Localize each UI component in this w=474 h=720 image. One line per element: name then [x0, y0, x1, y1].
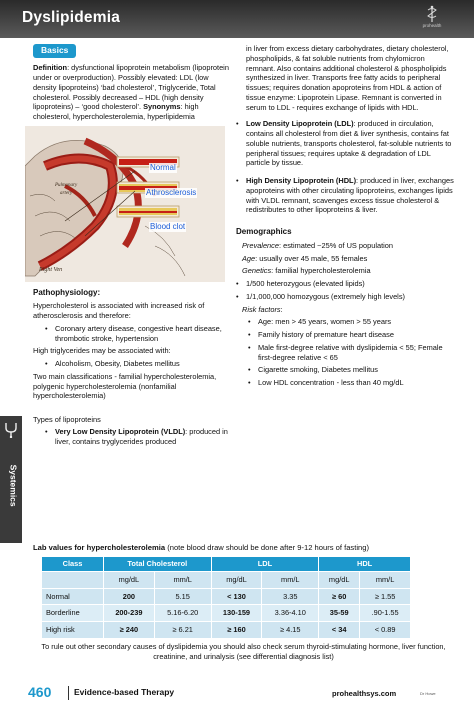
table-row-label: Borderline — [42, 605, 104, 622]
lab-title-bold: Lab values for hypercholesterolemia — [33, 543, 166, 552]
prevalence-text: : estimated ~25% of US population — [278, 240, 393, 250]
table-cell: mm/L — [360, 571, 411, 588]
pathophysiology-text: Hypercholesterol is associated with increased risk of atherosclerosis and therefore: — [33, 301, 205, 321]
list-item: • 1/500 heterozygous (elevated lipids) — [236, 279, 454, 289]
table-cell: mm/L — [262, 571, 319, 588]
page-header — [0, 0, 474, 38]
age-label: Age — [242, 253, 256, 263]
stethoscope-icon — [4, 422, 18, 438]
lipoprotein-types-list — [45, 427, 229, 447]
definition-text: : dysfunctional lipoprotein metabolism (lipoprotein under or overproduction). Possibly elevated: LDL (low density lipoproteins) ‘bad cholesterol’, Triglyceride, Total cholesterol. Possibly decreased – HDL (high density lipoproteins) – ‘good cholesterol’. — [33, 63, 229, 112]
hdl-text: : produced in liver, exchanges apoproteins with other circulating lipoproteins, exchanges lipids with VLDL remnant, scavenges excess tissue cholesterol & redistributes to other lipoproteins & liver. — [246, 176, 454, 215]
table-header-class: Class — [42, 557, 104, 572]
footer-small-text: Dr Howe — [420, 691, 436, 696]
list-item: • Cigarette smoking, Diabetes mellitus — [248, 365, 444, 375]
table-cell: 130-159 — [211, 605, 262, 622]
ldl-label: Low Density Lipoprotein (LDL) — [246, 119, 354, 129]
section-side-tab — [0, 416, 22, 543]
svg-text:Pulmonary: Pulmonary — [55, 182, 78, 188]
left-column — [33, 44, 229, 450]
right-column — [236, 44, 454, 391]
lab-values-table — [41, 556, 411, 639]
synonyms-label: Synonyms — [143, 102, 181, 112]
list-item: • Coronary artery disease, congestive heart disease, thrombotic stroke, hypertension — [45, 324, 229, 344]
table-units-row — [42, 571, 411, 588]
table-cell: ≥ 60 — [319, 588, 360, 605]
table-row — [42, 622, 411, 639]
table-cell: 5.16-6.20 — [154, 605, 211, 622]
pathophysiology-list — [45, 324, 229, 344]
lab-values-note: To rule out other secondary causes of dyslipidemia you should also check serum thyroid-stimulating hormone, liver function, creatinine, and urinalysis (see differential diagnosis list) — [41, 641, 446, 661]
caduceus-icon — [425, 5, 439, 23]
table-row — [42, 605, 411, 622]
table-cell: .90-1.55 — [360, 605, 411, 622]
artery-drawing — [25, 126, 225, 282]
age-line — [242, 254, 454, 264]
risk-factors-line — [242, 305, 454, 315]
synonyms-text: : high cholesterol, hypercholesterolemia, hyperlipidemia — [33, 102, 199, 122]
page-title: Dyslipidemia — [22, 9, 121, 26]
triglycerides-text: High triglycerides may be associated with: — [33, 346, 171, 356]
logo-text: prohealth — [422, 23, 442, 28]
risk-factors-label: Risk factors — [242, 304, 281, 314]
lab-title-rest: (note blood draw should be done after 9-12 hours of fasting) — [165, 543, 369, 552]
table-cell: ≥ 4.15 — [262, 622, 319, 639]
table-cell: < 0.89 — [360, 622, 411, 639]
lipoprotein-types-text: Types of lipoproteins — [33, 415, 101, 425]
vldl-label: Very Low Density Lipoprotein (VLDL) — [55, 427, 186, 437]
table-header-row — [42, 557, 411, 572]
table-row-label: High risk — [42, 622, 104, 639]
table-cell: mg/dL — [319, 571, 360, 588]
footer-divider — [68, 686, 69, 700]
table-header-hdl: HDL — [319, 557, 411, 572]
table-cell: < 34 — [319, 622, 360, 639]
list-item: • Family history of premature heart disease — [248, 330, 444, 340]
prevalence-line — [242, 241, 454, 251]
table-cell: ≥ 6.21 — [154, 622, 211, 639]
list-item: • Alcoholism, Obesity, Diabetes mellitus — [45, 359, 229, 369]
vldl-text: : produced in liver, contains tryglycerides produced — [55, 427, 228, 446]
table-cell — [42, 571, 104, 588]
risk-factors-suffix: : — [280, 304, 283, 314]
list-item: • 1/1,000,000 homozygous (extremely high levels) — [236, 292, 454, 302]
svg-text:artery: artery — [60, 190, 73, 196]
lab-values-section — [33, 543, 454, 661]
publisher-logo — [418, 5, 446, 33]
basics-label: Basics — [33, 44, 76, 58]
lipoprotein-list-continued — [236, 119, 454, 215]
list-item: • Age: men > 45 years, women > 55 years — [248, 317, 444, 327]
footer-book-title: Evidence-based Therapy — [74, 687, 175, 697]
table-cell: ≥ 1.55 — [360, 588, 411, 605]
page-number: 460 — [28, 684, 52, 700]
artery-illustration — [25, 126, 225, 282]
figure-caption: Right Ven — [39, 266, 63, 273]
figure-label-normal: Normal — [150, 162, 176, 172]
side-tab-label: Systemics — [8, 464, 19, 507]
definition-label: Definition — [33, 63, 68, 73]
table-row-label: Normal — [42, 588, 104, 605]
genetics-list — [236, 279, 454, 302]
table-cell: 35-59 — [319, 605, 360, 622]
table-row — [42, 588, 411, 605]
pathophysiology-heading: Pathophysiology: — [33, 287, 101, 297]
table-cell: mg/dL — [211, 571, 262, 588]
age-text: : usually over 45 male, 55 females — [255, 253, 368, 263]
table-cell: ≥ 240 — [104, 622, 155, 639]
genetics-text: : familial hypercholesterolemia — [271, 266, 371, 276]
triglycerides-list — [45, 359, 229, 369]
page-footer — [0, 683, 474, 705]
hdl-label: High Density Lipoprotein (HDL) — [246, 176, 357, 186]
table-cell: 3.36-4.10 — [262, 605, 319, 622]
list-item — [236, 176, 454, 215]
genetics-line — [242, 266, 454, 276]
table-cell: mm/L — [154, 571, 211, 588]
risk-factors-list — [248, 317, 454, 388]
table-header-total-cholesterol: Total Cholesterol — [104, 557, 212, 572]
ldl-text: : produced in circulation, contains all cholesterol from diet & liver synthesis, contains fat soluble nutrients, transports cholesterol, fat-soluble nutrients to peripheral tissues; requires uptake & degradation of LDL particle by tissue. — [246, 119, 452, 168]
definition-paragraph — [33, 63, 229, 122]
list-item: • Low HDL concentration - less than 40 mg/dL — [248, 378, 444, 388]
demographics-heading: Demographics — [236, 227, 292, 237]
table-cell: mg/dL — [104, 571, 155, 588]
figure-label-atherosclerosis: Athrosclerosis — [146, 187, 197, 197]
list-item: • Male first-degree relative with dyslipidemia < 55; Female first-degree relative < 65 — [248, 343, 444, 363]
footer-website: prohealthsys.com — [332, 689, 397, 698]
list-item — [236, 119, 454, 168]
list-item — [45, 427, 229, 447]
table-cell: 200-239 — [104, 605, 155, 622]
table-header-ldl: LDL — [211, 557, 319, 572]
table-cell: 5.15 — [154, 588, 211, 605]
table-cell: < 130 — [211, 588, 262, 605]
table-cell: ≥ 160 — [211, 622, 262, 639]
figure-label-blood-clot: Blood clot — [150, 221, 186, 231]
lab-values-title — [33, 543, 454, 553]
classifications-text: Two main classifications - familial hypercholesterolemia, polygenic hypercholesterolemia (nonfamilial hypercholesterolemia) — [33, 371, 217, 401]
prevalence-label: Prevalence — [242, 240, 279, 250]
table-cell: 200 — [104, 588, 155, 605]
genetics-label: Genetics — [242, 266, 272, 276]
table-cell: 3.35 — [262, 588, 319, 605]
vldl-continuation: in liver from excess dietary carbohydrates, dietary cholesterol, phospholipids, & fat soluble nutrients from chylomicron remnant. Also contains additional cholesterol & phospholipids synthesized in liver. Transports free fatty acids to peripheral tissues; requires donation apoproteins from HDL & action of tissue enzyme: Lipoprotein Lipase. Remnant is converted in serum to LDL - requires exchange of lipids with HDL. — [246, 44, 449, 112]
